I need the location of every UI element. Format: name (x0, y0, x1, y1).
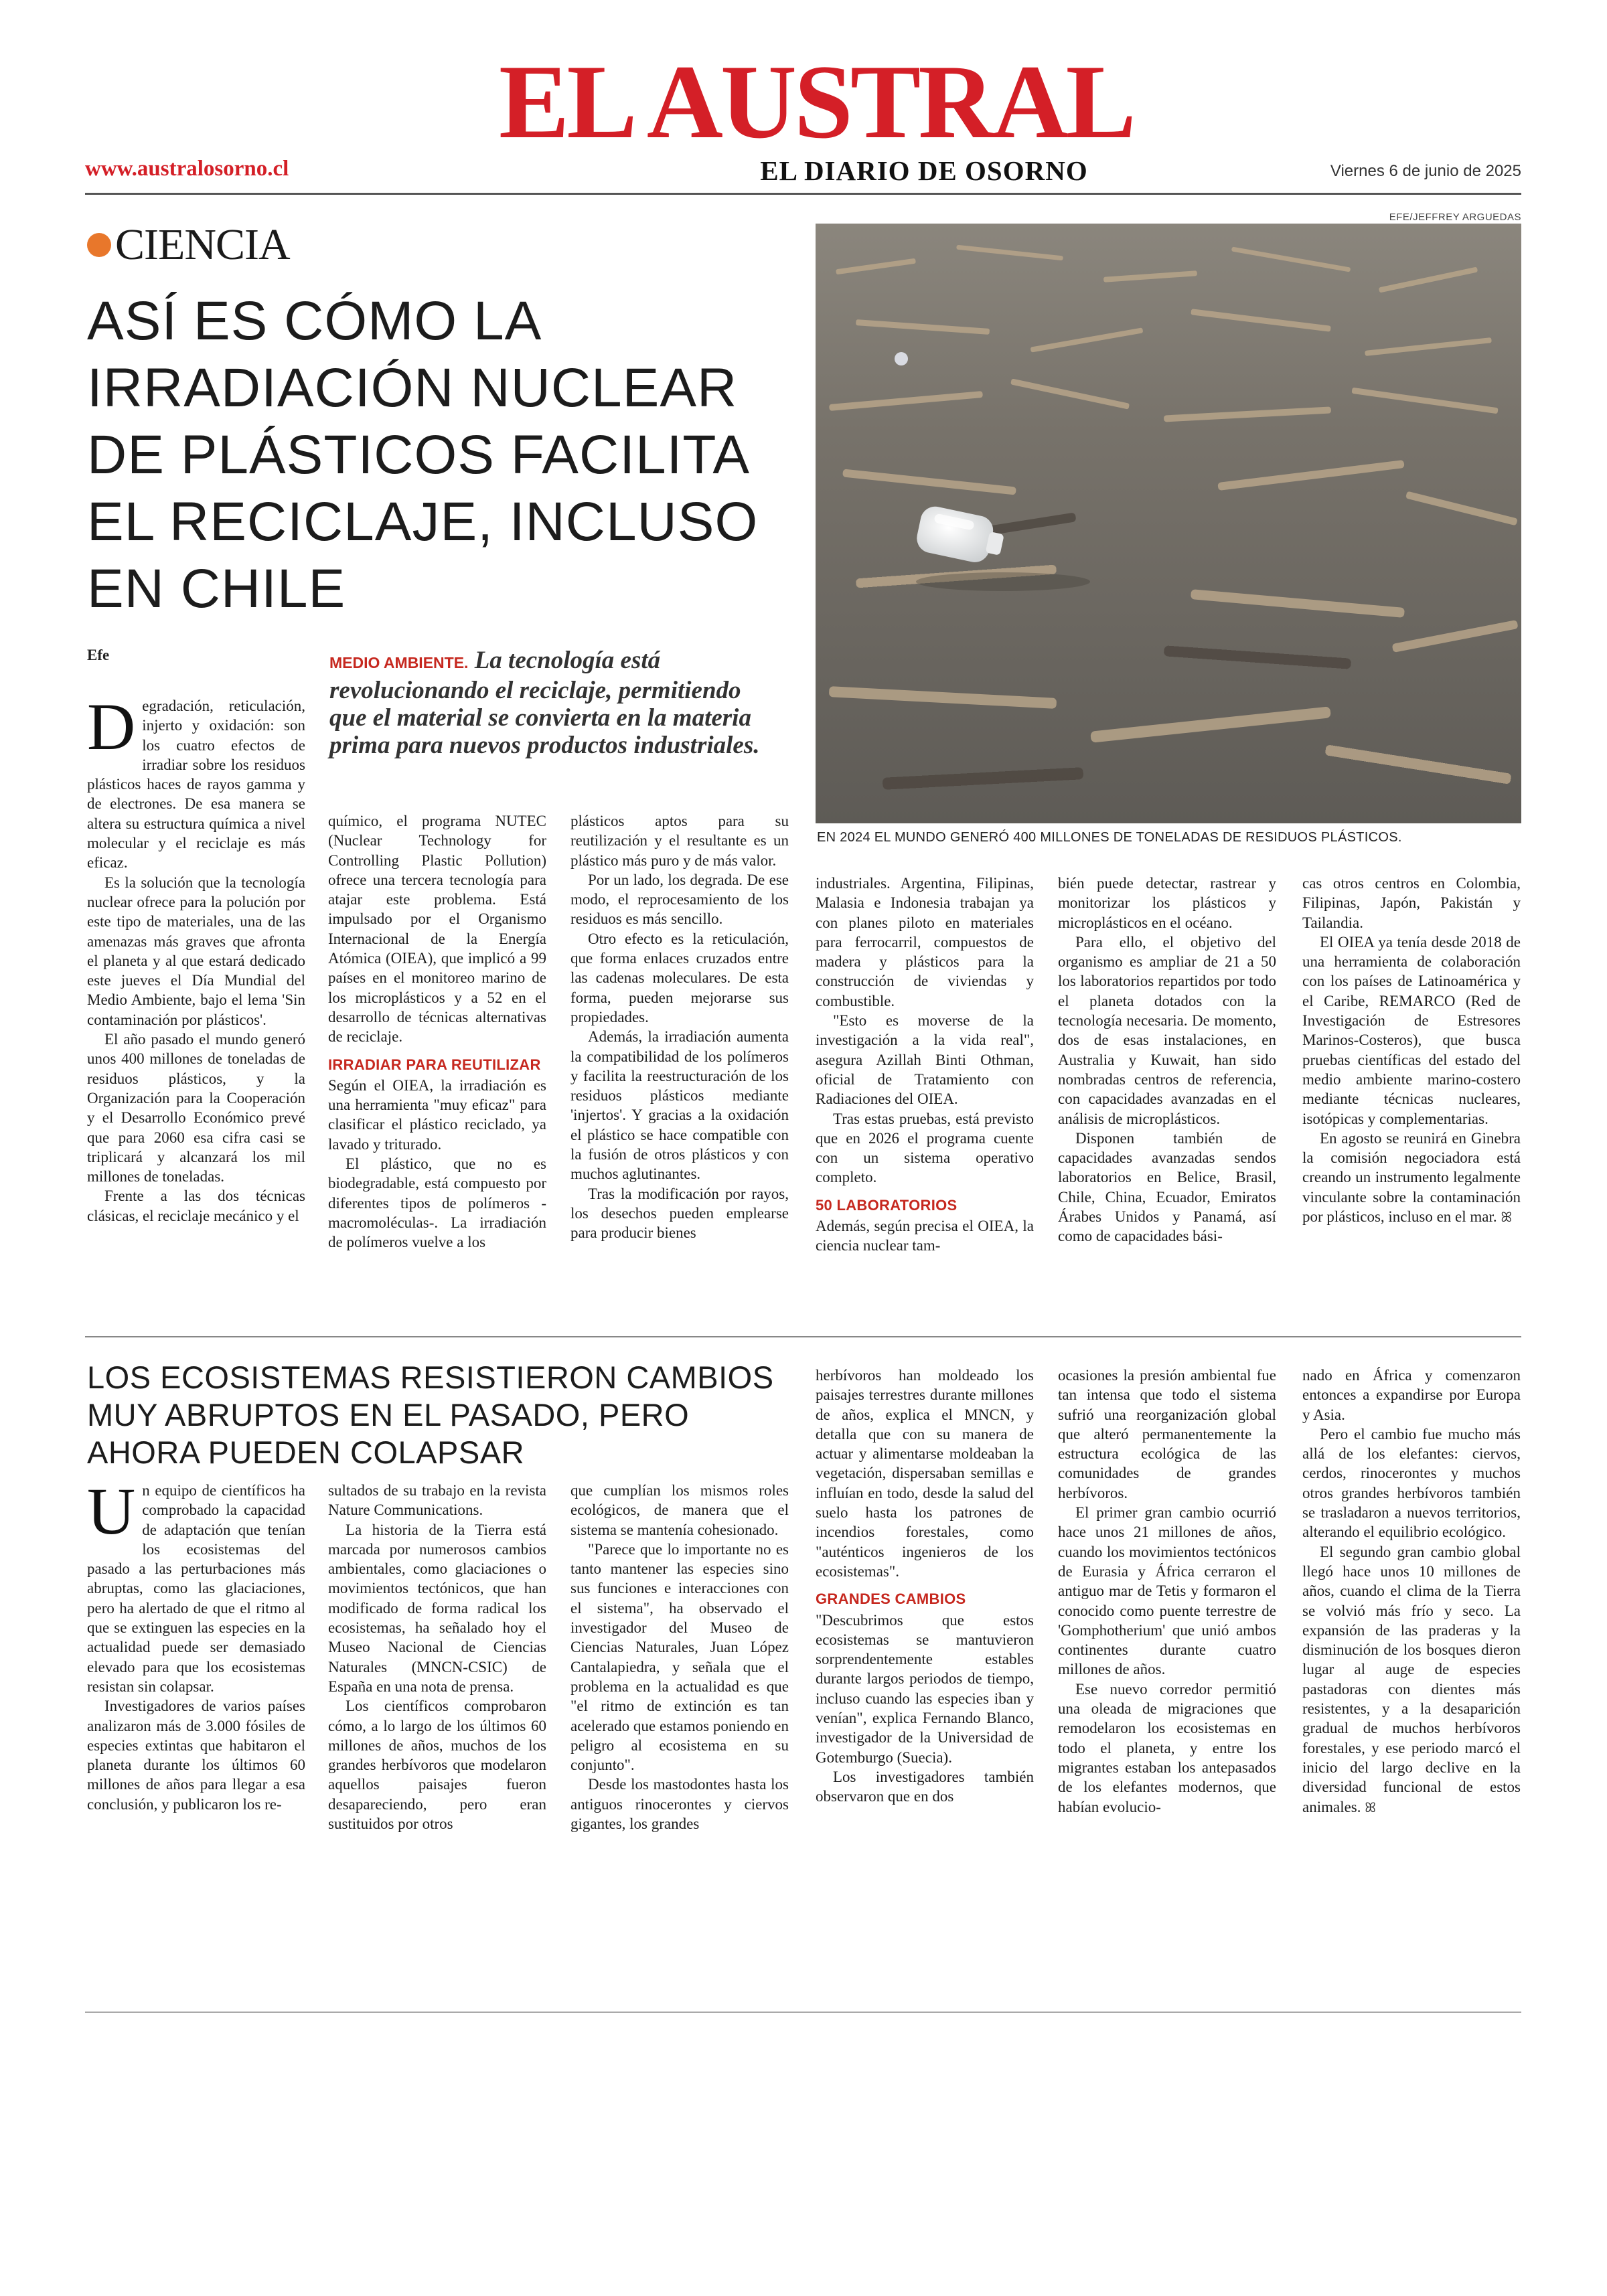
paragraph: "Esto es moverse de la investigación a la vida real", asegura Azillah Binti Othman, oficial de Tratamiento con Radiaciones del OIEA. (816, 1012, 1034, 1108)
subhead: GRANDES CAMBIOS (816, 1590, 966, 1608)
paragraph-text: En agosto se reunirá en Ginebra la comisión negociadora está creando un instrumento legalmente vinculante sobre la contaminación por plásticos, incluso en el mar. (1302, 1129, 1521, 1226)
article1-column-6 (1302, 874, 1521, 1227)
lede-text: La tecnología está revolucionando el reciclaje, permitiendo que el material se convierta en la materia prima para nuevos productos industriales. (329, 647, 760, 759)
paragraph: El plástico, que no es biodegradable, está compuesto por diferentes tipos de polímeros -macromoléculas-. La irradiación de polímeros vuelve a los (328, 1155, 546, 1251)
paragraph (1302, 1129, 1521, 1227)
article2-column-4 (816, 1366, 1034, 1807)
dropcap: D (87, 689, 136, 764)
paragraph: Los investigadores también observaron que en dos (816, 1768, 1034, 1805)
paragraph: Otro efecto es la reticulación, que forma enlaces cruzados entre las cadenas moleculares. De esta forma, pueden mejorarse sus propiedades. (570, 930, 789, 1026)
paragraph: cas otros centros en Colombia, Filipinas, Japón, Pakistán y Tailandia. (1302, 875, 1521, 931)
paragraph: egradación, reticulación, injerto y oxidación: son los cuatro efectos de irradiar sobre los residuos plásticos haces de rayos gamma y de electrones. De esa manera se altera su estructura química a nivel molecular y el reciclaje es más eficaz. (87, 698, 305, 872)
end-mark-icon: ꕤ (1365, 1799, 1376, 1815)
beach-plastic-photo (816, 224, 1521, 823)
paragraph: El primer gran cambio ocurrió hace unos 21 millones de años, cuando los movimientos tectónicos de Eurasia y África cerraron el antiguo mar de Tetis y formaron el conocido como puente terrestre de 'Gomphotherium' que unió ambos continentes durante cuatro millones de años. (1058, 1504, 1276, 1678)
paragraph: industriales. Argentina, Filipinas, Malasia e Indonesia trabajan ya con planes piloto en materiales para ferrocarril, compuestos de madera y plásticos para la construcción de viviendas y combustible. (816, 875, 1034, 1009)
byline: Efe (87, 647, 110, 663)
paragraph: La historia de la Tierra está marcada por numerosos cambios ambientales, como glaciaciones o movimientos tectónicos, que han modificado de forma radical los ecosistemas, ha señalado hoy el Museo Nacional de Ciencias Naturales (MNCN-CSIC) de España en una nota de prensa. (328, 1521, 546, 1695)
lede-kicker: MEDIO AMBIENTE. (329, 654, 469, 671)
subhead: IRRADIAR PARA REUTILIZAR (328, 1056, 541, 1073)
paragraph (1302, 1542, 1521, 1817)
paragraph: Además, la irradiación aumenta la compatibilidad de los polímeros y facilita la reestructuración de los residuos plásticos mediante 'injertos'. Y gracias a la oxidación el plástico se hace compatible con la fusión de otros plásticos y con muchos aglutinantes. (570, 1028, 789, 1183)
article2-column-3 (570, 1481, 789, 1833)
paragraph: Para ello, el objetivo del organismo es ampliar de 21 a 50 los laboratorios repartidos por todo el planeta dotados con la tecnología necesaria. De momento, dos de esas instalaciones, en Australia y Kuwait, han sido nombradas centros de referencia, con capacidades avanzadas en el análisis de microplásticos. (1058, 933, 1276, 1127)
paragraph: El año pasado el mundo generó unos 400 millones de toneladas de residuos plásticos, y la Organización para la Cooperación y el Desarrollo Económico prevé que para 2060 esa cifra casi se triplicará y alcanzará los mil millones de toneladas. (87, 1031, 305, 1185)
paragraph: Frente a las dos técnicas clásicas, el reciclaje mecánico y el (87, 1187, 305, 1224)
article1-column-3 (570, 811, 789, 1243)
article1-column-5 (1058, 874, 1276, 1246)
photo-caption: EN 2024 EL MUNDO GENERÓ 400 MILLONES DE TONELADAS DE RESIDUOS PLÁSTICOS. (817, 830, 1402, 845)
section-label: CIENCIA (115, 220, 290, 269)
paragraph: n equipo de científicos ha comprobado la capacidad de adaptación que tenían los ecosistemas del pasado a las perturbaciones más abruptas, como las glaciaciones, pero ha alertado de que el ritmo al que se extinguen las especies en la actualidad puede ser demasiado elevado para que los ecosistemas resistan sin colapsar. (87, 1482, 305, 1695)
paragraph: Desde los mastodontes hasta los antiguos rinocerontes y ciervos gigantes, los grandes (570, 1776, 789, 1833)
end-mark-icon: ꕤ (1501, 1209, 1513, 1226)
paragraph: "Descubrimos que estos ecosistemas se mantuvieron sorprendentemente estables durante largos periodos de tiempo, incluso cuando las especies iban y venían", explica Fernando Blanco, investigador de la Universidad de Gotemburgo (Suecia). (816, 1611, 1034, 1766)
article1-headline: ASÍ ES CÓMO LA IRRADIACIÓN NUCLEAR DE PLÁSTICOS FACILITA EL RECICLAJE, INCLUSO EN CHILE (87, 291, 759, 619)
paragraph: Pero el cambio fue mucho más allá de los elefantes: ciervos, cerdos, rinocerontes y muchos otros grandes herbívoros también se trasladaron a nuevos territorios, alterando el equilibrio ecológico. (1302, 1425, 1521, 1541)
masthead-rule (85, 193, 1521, 195)
newspaper-logo: EL AUSTRAL (499, 44, 1134, 161)
newspaper-subtitle: EL DIARIO DE OSORNO (760, 155, 1088, 186)
paragraph: nado en África y comenzaron entonces a expandirse por Europa y Asia. (1302, 1367, 1521, 1423)
paragraph: Ese nuevo corredor permitió una oleada de migraciones que remodelaron los ecosistemas en todo el planeta, y entre los migrantes estaban los antepasados de los elefantes modernos, que habían evolucio- (1058, 1680, 1276, 1815)
paragraph: bién puede detectar, rastrear y monitorizar los plásticos y microplásticos en el océano. (1058, 875, 1276, 931)
article2-column-6 (1302, 1366, 1521, 1817)
paragraph: herbívoros han moldeado los paisajes terrestres durante millones de años, explica el MNCN, y detalla que con su manera de actuar y alimentarse moldeaban la vegetación, dispersaban semillas e influían en todo, desde la salud del suelo hasta los patrones de incendios forestales, como "auténticos ingenieros de los ecosistemas". (816, 1367, 1034, 1580)
photo-credit: EFE/JEFFREY ARGUEDAS (1389, 212, 1521, 223)
small-plastic-piece (895, 352, 908, 365)
article2-column-5 (1058, 1366, 1276, 1817)
article2-headline: LOS ECOSISTEMAS RESISTIERON CAMBIOS MUY ABRUPTOS EN EL PASADO, PERO AHORA PUEDEN COLAPSAR (87, 1360, 774, 1470)
paragraph: Tras estas pruebas, está previsto que en 2026 el programa cuente con un sistema operativo completo. (816, 1110, 1034, 1186)
paragraph: Según el OIEA, la irradiación es una herramienta "muy eficaz" para clasificar el plástico reciclado, ya lavado y triturado. (328, 1076, 546, 1153)
paragraph: Además, según precisa el OIEA, la ciencia nuclear tam- (816, 1218, 1034, 1254)
paragraph: plásticos aptos para su reutilización y el resultante es un plástico más puro y de más valor. (570, 813, 789, 869)
dropcap: U (87, 1474, 136, 1548)
article-divider (85, 1336, 1521, 1337)
article1-column-4 (816, 874, 1034, 1256)
article1-column-1 (87, 689, 305, 1226)
bottom-rule (85, 2012, 1521, 2013)
paragraph: químico, el programa NUTEC (Nuclear Technology for Controlling Plastic Pollution) ofrece una tercera tecnología para atajar este problema. Está impulsado por el Organismo Internacional de la Energía Atómica (OIEA), que implicó a 99 países en el monitoreo marino de los microplásticos y a 52 en el desarrollo de técnicas alternativas de reciclaje. (328, 813, 546, 1046)
paragraph: "Parece que lo importante no es tanto mantener las especies sino sus funciones e interacciones con el sistema", ha observado el investigador del Museo de Ciencias Naturales, Juan López Cantalapiedra, y señala que el problema en la actualidad es que "el ritmo de extinción es tan acelerado que estamos poniendo en peligro al ecosistema en su conjunto". (570, 1540, 789, 1774)
paragraph: que cumplían los mismos roles ecológicos, de manera que el sistema se mantenía cohesionado. (570, 1482, 789, 1538)
article2-column-1 (87, 1474, 305, 1814)
subhead: 50 LABORATORIOS (816, 1196, 958, 1214)
paragraph: ocasiones la presión ambiental fue tan intensa que todo el sistema sufrió una reorganización global que alteró permanentemente la estructura ecológica de las comunidades de grandes herbívoros. (1058, 1367, 1276, 1501)
issue-date: Viernes 6 de junio de 2025 (1330, 162, 1521, 180)
paragraph: El OIEA ya tenía desde 2018 de una herramienta de colaboración con los países de Latinoamérica y el Caribe, REMARCO (Red de Investigación de Estresores Marinos-Costeros), que busca pruebas científicas del estado del medio ambiente marino-costero mediante técnicas nucleares, isotópicas y complementarias. (1302, 933, 1521, 1127)
paragraph-text: El segundo gran cambio global llegó hace unos 10 millones de años, cuando el clima de la Tierra se volvió más frío y seco. La expansión de las praderas y la disminución de los bosques dieron lugar al auge de especies pastadoras con dientes más resistentes, y a la desaparición gradual de muchos herbívoros forestales, y ese periodo marcó el inicio del largo declive en la diversidad funcional de estos animales. (1302, 1543, 1521, 1815)
paragraph: Es la solución que la tecnología nuclear ofrece para la polución por este tipo de materiales, una de las amenazas más graves que afronta el planeta y al que estará dedicado este jueves el Día Mundial del Medio Ambiente, bajo el lema 'Sin contaminación por plásticos'. (87, 874, 305, 1028)
paragraph: Investigadores de varios países analizaron más de 3.000 fósiles de especies extintas que habitaron el planeta durante los últimos 60 millones de años para llegar a esa conclusión, y publicaron los re- (87, 1698, 305, 1813)
lede (329, 647, 765, 759)
section-dot-icon (87, 233, 111, 257)
website-url[interactable]: www.australosorno.cl (85, 157, 289, 181)
article2-column-2 (328, 1481, 546, 1833)
article1-column-2 (328, 811, 546, 1252)
paragraph: Tras la modificación por rayos, los desechos pueden emplearse para producir bienes (570, 1185, 789, 1242)
paragraph: Disponen también de capacidades avanzadas sendos laboratorios en Belice, Brasil, Chile, China, Ecuador, Emiratos Árabes Unidos y Panamá, así como de capacidades bási- (1058, 1129, 1276, 1245)
paragraph: Los científicos comprobaron cómo, a lo largo de los últimos 60 millones de años, muchos de los grandes herbívoros que modelaron aquellos paisajes fueron desapareciendo, pero eran sustituidos por otros (328, 1698, 546, 1833)
paragraph: sultados de su trabajo en la revista Nature Communications. (328, 1482, 546, 1519)
paragraph: Por un lado, los degrada. De ese modo, el reprocesamiento de los residuos es más sencillo. (570, 871, 789, 928)
